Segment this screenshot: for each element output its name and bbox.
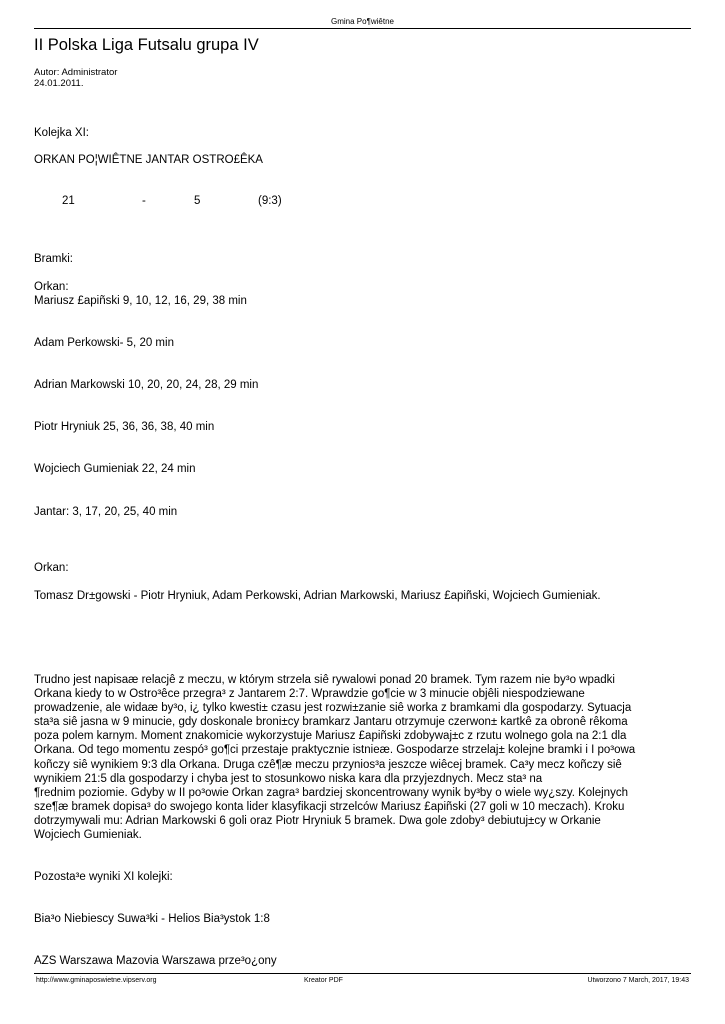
report-line: wynikiem 21:5 dla gospodarzy i chyba jest to stosunkowo niska kara dla przyjezdnych. Mecz sta³ na [34, 772, 543, 785]
scorer-line: Adam Perkowski- 5, 20 min [34, 337, 174, 349]
article-author: Autor: Administrator [34, 67, 118, 78]
article-date: 24.01.2011. [34, 78, 84, 89]
score-separator: - [142, 195, 146, 207]
report-line: Orkana. Od tego momentu zespó³ go¶ci przestaje praktycznie istnieæ. Gospodarze strzelaj± kolejne bramki i I po³owa [34, 744, 636, 757]
jantar-scorers-line: Jantar: 3, 17, 20, 25, 40 min [34, 506, 178, 518]
report-line: Wojciech Gumieniak. [34, 829, 142, 842]
goals-heading: Bramki: [34, 253, 73, 265]
report-line: prowadzenie, ale widaæ by³o, i¿ tylko kwesti± czasu jest rozwi±zanie siê worka z bramkami dla gospodarzy. Sytuacja [34, 702, 632, 715]
match-report [34, 673, 694, 842]
scorer-line: Piotr Hryniuk 25, 36, 36, 38, 40 min [34, 421, 215, 433]
article-title: II Polska Liga Futsalu grupa IV [34, 36, 259, 54]
scorer-line: Mariusz £apiñski 9, 10, 12, 16, 29, 38 min [34, 295, 247, 307]
scorer-line: Adrian Markowski 10, 20, 20, 24, 28, 29 min [34, 379, 259, 391]
score-away: 5 [194, 195, 201, 207]
scorer-line: Wojciech Gumieniak 22, 24 min [34, 463, 196, 475]
footer-divider [34, 973, 691, 974]
orkan-scorers-label: Orkan: [34, 281, 69, 293]
other-results-heading: Pozosta³e wyniki XI kolejki: [34, 871, 173, 883]
footer-url: http://www.gminaposwietne.vipserv.org [36, 977, 157, 984]
score-home: 21 [62, 195, 75, 207]
report-line: Orkana kiedy to w Ostro³êce przegra³ z Jantarem 2:7. Wprawdzie go¶cie w 3 minucie objêli niespodziewane [34, 688, 585, 701]
report-line: sze¶æ bramek dopisa³ do swojego konta lider klasyfikacji strzelców Mariusz £apiñski (27 goli w 10 meczach). Kroku [34, 800, 625, 813]
report-line: poza polem karnym. Moment znakomicie wykorzystuje Mariusz £apiñski zdobywaj±c z rzutu wolnego gola na 2:1 dla [34, 730, 627, 743]
other-result-line: AZS Warszawa Mazovia Warszawa prze³o¿ony [34, 955, 277, 967]
lineup-text: Tomasz Dr±gowski - Piotr Hryniuk, Adam Perkowski, Adrian Markowski, Mariusz £apiñski, Wojciech Gumieniak. [34, 590, 601, 602]
footer-generator: Kreator PDF [304, 977, 343, 984]
report-line: koñczy siê wynikiem 9:3 dla Orkana. Druga czê¶æ meczu przynios³a jeszcze wiêcej bramek. Ca³y mecz koñczy siê [34, 758, 622, 771]
page-header-site-name: Gmina Po¶wiêtne [331, 17, 394, 26]
footer-created: Utworzono 7 March, 2017, 19:43 [587, 977, 689, 984]
lineup-label: Orkan: [34, 562, 69, 574]
match-teams: ORKAN PO¦WIÊTNE JANTAR OSTRO£ÊKA [34, 154, 263, 166]
report-line: sta³a siê jasna w 9 minucie, gdy doskonale broni±cy bramkarz Jantaru otrzymuje czerwon± kartkê za obronê rêkoma [34, 716, 628, 729]
header-divider [34, 28, 691, 29]
report-line: dotrzymywali mu: Adrian Markowski 6 goli oraz Piotr Hryniuk 5 bramek. Dwa gole zdoby³ debiutuj±cy w Orkanie [34, 814, 601, 827]
other-result-line: Bia³o Niebiescy Suwa³ki - Helios Bia³ystok 1:8 [34, 913, 270, 925]
round-label: Kolejka XI: [34, 127, 89, 139]
score-halftime: (9:3) [258, 195, 282, 207]
report-line: ¶rednim poziomie. Gdyby w II po³owie Orkan zagra³ bardziej skoncentrowany wynik by³by o wiele wy¿szy. Kolejnych [34, 786, 628, 799]
report-line: Trudno jest napisaæ relacjê z meczu, w którym strzela siê rywalowi ponad 20 bramek. Tym razem nie by³o wpadki [34, 674, 615, 686]
